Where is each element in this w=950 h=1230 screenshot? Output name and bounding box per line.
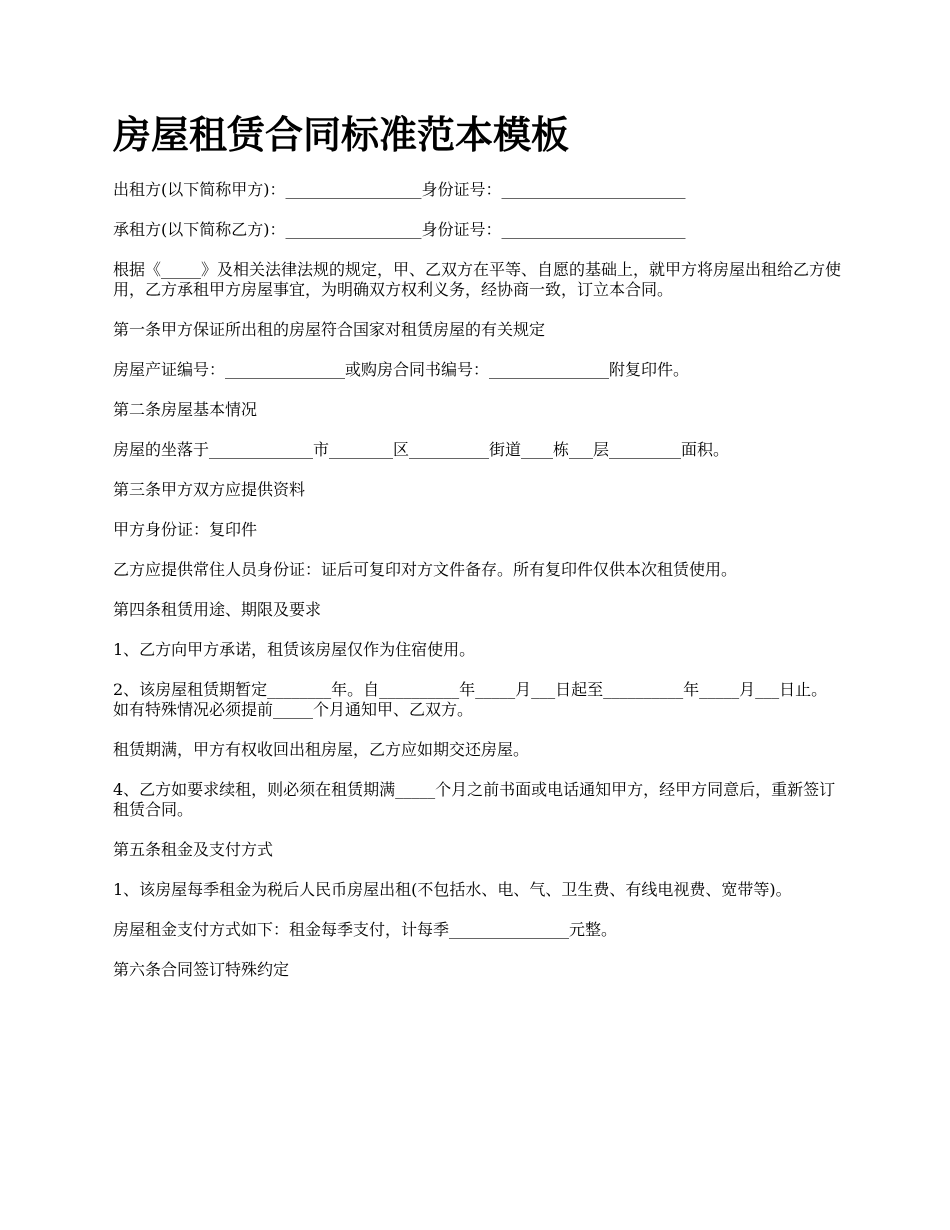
renewal-clause: 4、乙方如要求续租，则必须在租赁期满_____个月之前书面或电话通知甲方，经甲方同意后，重新签订租赁合同。 — [113, 780, 836, 819]
usage-clause: 1、乙方向甲方承诺，租赁该房屋仅作为住宿使用。 — [113, 640, 476, 659]
preamble-paragraph: 根据《_____》及相关法律法规的规定，甲、乙双方在平等、自愿的基础上，就甲方将房屋出租给乙方使用，乙方承租甲方房屋事宜，为明确双方权利义务，经协商一致，订立本合同。 — [113, 260, 842, 299]
expiry-clause: 租赁期满，甲方有权收回出租房屋，乙方应如期交还房屋。 — [113, 740, 530, 759]
document-page — [113, 110, 841, 1000]
article-5-heading: 第五条租金及支付方式 — [113, 840, 274, 859]
payment-method-line: 房屋租金支付方式如下：租金每季支付，计每季_______________元整。 — [113, 920, 618, 939]
lessee-line: 承租方(以下简称乙方)：_________________身份证号：_______________________ — [113, 220, 686, 239]
article-3-heading: 第三条甲方双方应提供资料 — [113, 480, 306, 499]
document-title: 房屋租赁合同标准范本模板 — [113, 113, 570, 157]
lessee-id-line: 乙方应提供常住人员身份证：证后可复印对方文件备存。所有复印件仅供本次租赁使用。 — [113, 560, 738, 579]
article-2-heading: 第二条房屋基本情况 — [113, 400, 258, 419]
article-1-heading: 第一条甲方保证所出租的房屋符合国家对租赁房屋的有关规定 — [113, 320, 546, 339]
property-certificate-line: 房屋产证编号：_______________或购房合同书编号：_______________附复印件。 — [113, 360, 690, 379]
article-6-heading: 第六条合同签订特殊约定 — [113, 960, 290, 979]
rent-clause: 1、该房屋每季租金为税后人民币房屋出租(不包括水、电、气、卫生费、有线电视费、宽带等)。 — [113, 880, 792, 899]
property-location-line: 房屋的坐落于_____________市________区__________街道____栋___层_________面积。 — [113, 440, 730, 459]
term-clause: 2、该房屋租赁期暂定________年。自__________年_____月___日起至__________年_____月___日止。如有特殊情况必须提前_____个月通知甲、乙双方。 — [113, 680, 828, 719]
article-4-heading: 第四条租赁用途、期限及要求 — [113, 600, 322, 619]
lessor-line: 出租方(以下简称甲方)：_________________身份证号：_______________________ — [113, 180, 686, 199]
lessor-id-line: 甲方身份证：复印件 — [113, 520, 258, 539]
